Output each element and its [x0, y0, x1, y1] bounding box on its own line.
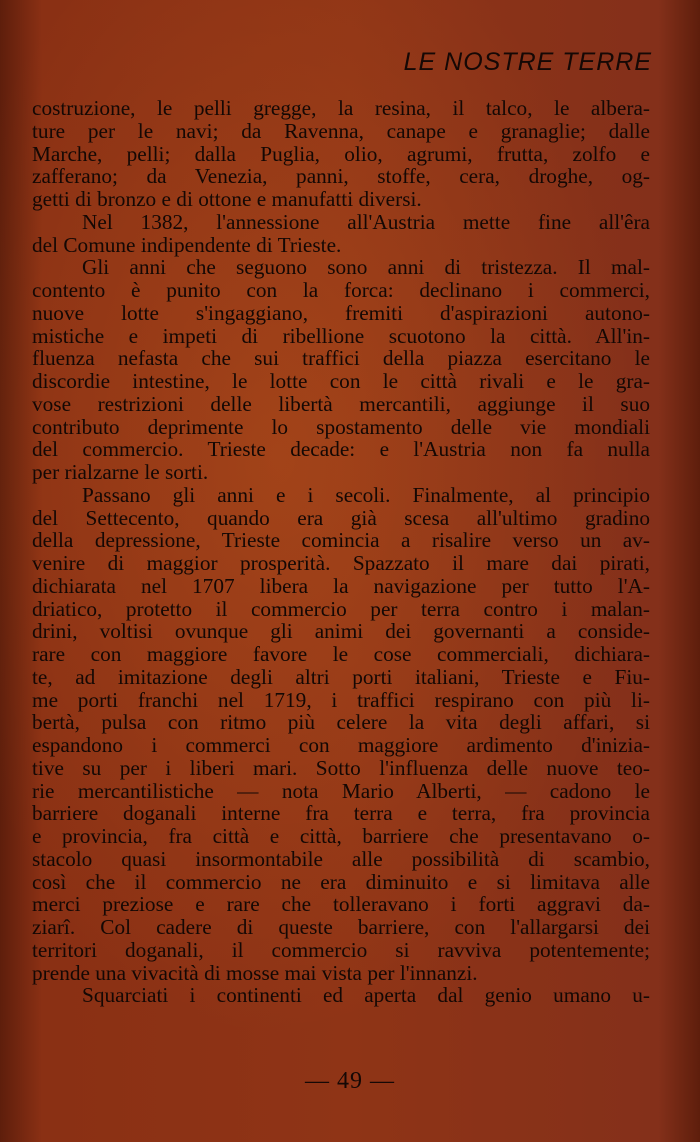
text-line: rare con maggiore favore le cose commerciali, dichiara-	[32, 642, 650, 666]
text-line: e provincia, fra città e città, barriere che presentavano o-	[32, 824, 650, 848]
text-line: contributo deprimente lo spostamento delle vie mondiali	[32, 414, 650, 439]
text-line: merci preziose e rare che tolleravano i forti aggravi da-	[32, 892, 650, 917]
text-line: dichiarata nel 1707 libera la navigazione per tutto l'A-	[32, 573, 650, 598]
text-line: ture per le navi; da Ravenna, canape e granaglie; dalle	[32, 118, 650, 143]
text-line: getti di bronzo e di ottone e manufatti diversi.	[32, 187, 422, 211]
text-line: venire di maggior prosperità. Spazzato il mare dai pirati,	[32, 551, 650, 575]
running-header: LE NOSTRE TERRE	[403, 48, 652, 76]
text-line: me porti franchi nel 1719, i traffici respirano con più li-	[32, 687, 650, 712]
text-line: mistiche e impeti di ribellione scuotono la città. All'in-	[32, 323, 650, 348]
text-line: Nel 1382, l'annessione all'Austria mette fine all'êra	[82, 209, 650, 234]
text-line: espandono i commerci con maggiore ardimento d'inizia-	[32, 733, 650, 757]
text-line: tive su per i liberi mari. Sotto l'influenza delle nuove teo-	[32, 755, 650, 780]
text-line: prende una vivacità di mosse mai vista per l'innanzi.	[32, 960, 478, 985]
text-line: fluenza nefasta che sui traffici della piazza esercitano le	[32, 346, 650, 371]
text-line: drini, voltisi ovunque gli animi dei governanti a conside-	[32, 619, 650, 644]
text-line: del commercio. Trieste decade: e l'Austria non fa nulla	[32, 437, 650, 462]
text-line: così che il commercio ne era diminuito e si limitava alle	[32, 869, 650, 894]
text-line: driatico, protetto il commercio per terra contro i malan-	[32, 596, 650, 621]
text-line: barriere doganali interne fra terra e terra, fra provincia	[32, 801, 650, 826]
text-line: Marche, pelli; dalla Puglia, olio, agrumi, frutta, zolfo e	[32, 141, 650, 166]
text-line: territori doganali, il commercio si ravviva potentemente;	[32, 937, 650, 962]
text-line: zafferano; da Venezia, panni, stoffe, cera, droghe, og-	[32, 164, 650, 189]
text-line: te, ad imitazione degli altri porti italiani, Trieste e Fiu-	[32, 664, 650, 689]
page-number: — 49 —	[305, 1068, 395, 1094]
text-line: per rialzarne le sorti.	[32, 460, 209, 484]
text-line: del Comune indipendente di Trieste.	[32, 232, 342, 257]
text-line: Squarciati i continenti ed aperta dal genio umano u-	[82, 983, 650, 1008]
text-line: bertà, pulsa con ritmo più celere la vita degli affari, si	[32, 710, 650, 735]
text-line: nuove lotte s'ingaggiano, fremiti d'aspirazioni autono-	[32, 300, 650, 325]
text-line: discordie intestine, le lotte con le città rivali e le gra-	[32, 369, 650, 393]
text-line: costruzione, le pelli gregge, la resina, il talco, le albera-	[32, 96, 650, 120]
body-text	[32, 97, 650, 1007]
text-line: stacolo quasi insormontabile alle possibilità di scambio,	[32, 846, 650, 871]
text-line: ziarî. Col cadere di queste barriere, con l'allargarsi dei	[32, 915, 650, 939]
text-line: contento è punito con la forca: declinano i commerci,	[32, 278, 650, 302]
text-line: Gli anni che seguono sono anni di tristezza. Il mal-	[82, 255, 650, 280]
text-line: vose restrizioni delle libertà mercantili, aggiunge il suo	[32, 391, 650, 416]
text-line: rie mercantilistiche — nota Mario Alberti, — cadono le	[32, 778, 650, 803]
text-line: Passano gli anni e i secoli. Finalmente, al principio	[82, 482, 650, 507]
text-line: del Settecento, quando era già scesa all'ultimo gradino	[32, 505, 650, 530]
text-line: della depressione, Trieste comincia a risalire verso un av-	[32, 528, 650, 553]
